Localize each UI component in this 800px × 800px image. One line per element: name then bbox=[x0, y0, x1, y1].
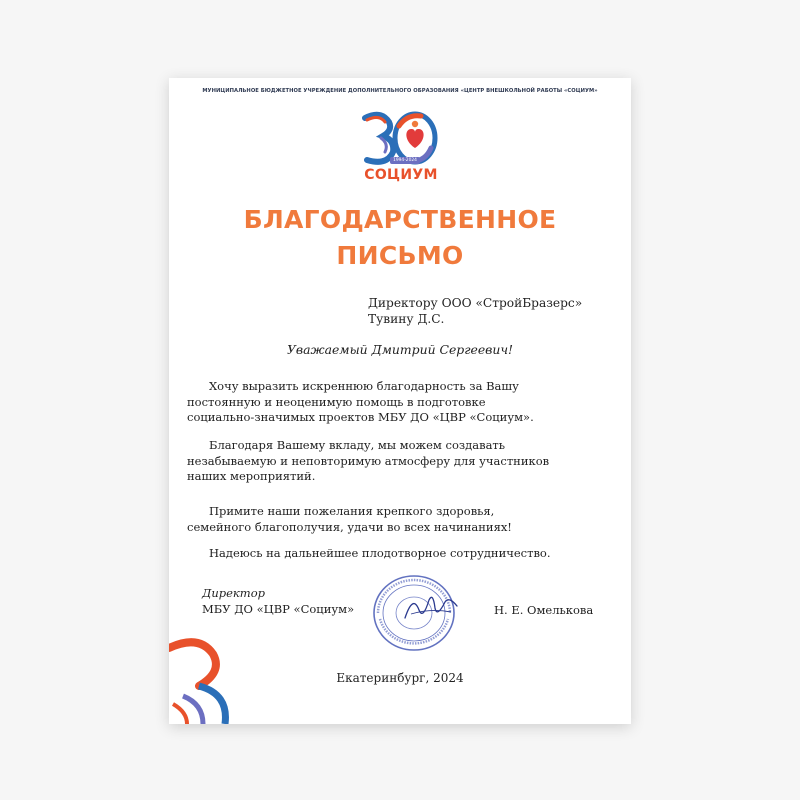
paragraph-line: Благодаря Вашему вкладу, мы можем создавать bbox=[209, 438, 506, 452]
paragraph-cooperation bbox=[187, 546, 617, 562]
logo-years: 1994-2024 bbox=[390, 157, 420, 164]
signatory-name: Н. Е. Омелькова bbox=[494, 603, 594, 617]
socium-logo bbox=[355, 108, 447, 188]
paragraph-gratitude bbox=[187, 379, 617, 426]
paragraph-line: наших мероприятий. bbox=[187, 469, 316, 484]
handwritten-signature-icon bbox=[401, 588, 461, 628]
signatory-role-line-1: Директор bbox=[202, 586, 265, 600]
paragraph-line: социально-значимых проектов МБУ ДО «ЦВР «Социум». bbox=[187, 410, 534, 425]
paragraph-line: Хочу выразить искреннюю благодарность за Вашу bbox=[209, 379, 519, 393]
organization-header: МУНИЦИПАЛЬНОЕ БЮДЖЕТНОЕ УЧРЕЖДЕНИЕ ДОПОЛНИТЕЛЬНОГО ОБРАЗОВАНИЯ «ЦЕНТР ВНЕШКОЛЬНОЙ РАБОТЫ «СОЦИУМ» bbox=[202, 88, 598, 94]
paragraph-contribution bbox=[187, 438, 617, 485]
title-line-1: БЛАГОДАРСТВЕННОЕ bbox=[243, 205, 557, 234]
letter-title bbox=[169, 202, 631, 274]
addressee-line-2: Тувину Д.С. bbox=[368, 311, 445, 326]
paragraph-line: Надеюсь на дальнейшее плодотворное сотрудничество. bbox=[209, 546, 551, 560]
addressee-line-1: Директору ООО «СтройБразерс» bbox=[368, 296, 583, 310]
paragraph-line: незабываемую и неповторимую атмосферу для участников bbox=[187, 453, 550, 468]
logo-wordmark: СОЦИУМ bbox=[364, 167, 438, 183]
title-line-2: ПИСЬМО bbox=[336, 241, 464, 270]
salutation: Уважаемый Дмитрий Сергеевич! bbox=[286, 342, 514, 357]
paragraph-line: семейного благополучия, удачи во всех начинаниях! bbox=[187, 519, 512, 534]
paragraph-line: постоянную и неоценимую помощь в подготовке bbox=[187, 394, 486, 409]
signatory-role bbox=[202, 586, 354, 617]
paragraph-line: Примите наши пожелания крепкого здоровья, bbox=[209, 504, 495, 518]
paragraph-wishes bbox=[187, 504, 617, 535]
city-year: Екатеринбург, 2024 bbox=[336, 671, 464, 685]
signatory-role-line-2: МБУ ДО «ЦВР «Социум» bbox=[202, 601, 355, 616]
letter-sheet bbox=[169, 78, 631, 724]
corner-decoration-icon bbox=[169, 638, 249, 724]
addressee-block bbox=[368, 296, 582, 327]
